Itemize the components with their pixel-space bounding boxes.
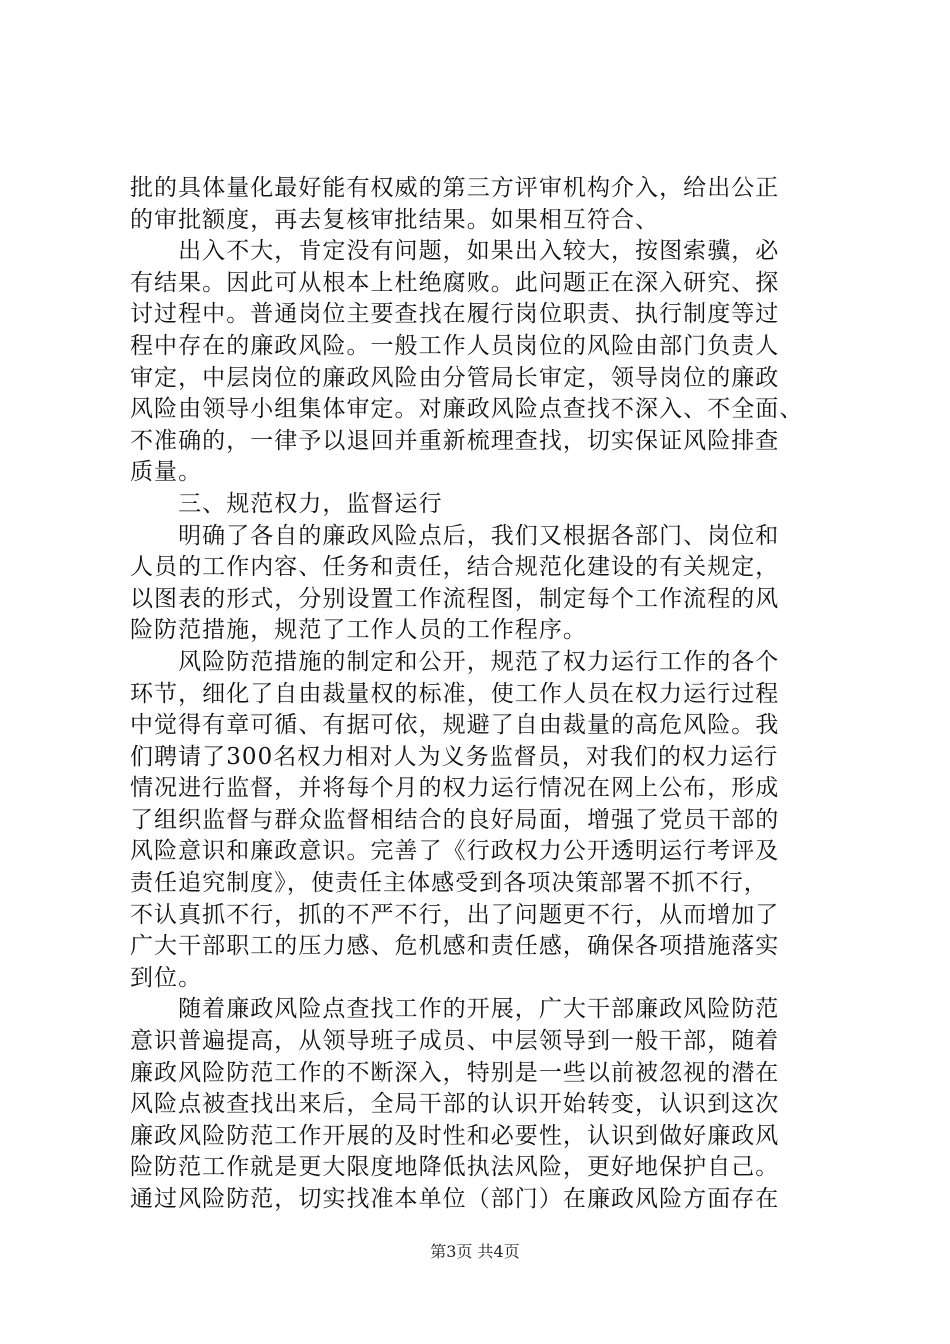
text-line: 通过风险防范，切实找准本单位（部门）在廉政风险方面存在 <box>130 1186 780 1212</box>
section-heading: 三、规范权力，监督运行 <box>130 490 443 517</box>
text-line: 不认真抓不行，抓的不严不行，出了问题更不行，从而增加了 <box>130 901 780 928</box>
text-line: 质量。 <box>130 459 203 486</box>
text-line: 不准确的，一律予以退回并重新梳理查找，切实保证风险排查 <box>130 427 780 454</box>
text-line: 程中存在的廉政风险。一般工作人员岗位的风险由部门负责人 <box>130 332 780 359</box>
text-line: 意识普遍提高，从领导班子成员、中层领导到一般干部，随着 <box>130 1028 780 1055</box>
text-line: 人员的工作内容、任务和责任，结合规范化建设的有关规定， <box>130 554 780 581</box>
text-line: 有结果。因此可从根本上杜绝腐败。此问题正在深入研究、探 <box>130 269 780 296</box>
text-line: 广大干部职工的压力感、危机感和责任感，确保各项措施落实 <box>130 933 780 960</box>
text-line: 们聘请了300名权力相对人为义务监督员，对我们的权力运行 <box>130 743 779 770</box>
text-line: 批的具体量化最好能有权威的第三方评审机构介入，给出公正 <box>130 175 780 201</box>
text-line: 以图表的形式，分别设置工作流程图，制定每个工作流程的风 <box>130 585 780 612</box>
text-line: 风险由领导小组集体审定。对廉政风险点查找不深入、不全面、 <box>130 396 804 423</box>
text-line: 了组织监督与群众监督相结合的良好局面，增强了党员干部的 <box>130 806 780 833</box>
text-line: 风险防范措施的制定和公开，规范了权力运行工作的各个 <box>130 648 780 675</box>
text-line: 环节，细化了自由裁量权的标准，使工作人员在权力运行过程 <box>130 680 780 707</box>
text-line: 险防范措施，规范了工作人员的工作程序。 <box>130 617 587 644</box>
text-line: 出入不大，肯定没有问题，如果出入较大，按图索骥，必 <box>130 238 780 265</box>
text-line: 廉政风险防范工作开展的及时性和必要性，认识到做好廉政风 <box>130 1122 780 1149</box>
page-number-footer: 第3页 共4页 <box>430 1242 520 1261</box>
text-line: 明确了各自的廉政风险点后，我们又根据各部门、岗位和 <box>130 522 780 549</box>
text-line: 讨过程中。普通岗位主要查找在履行岗位职责、执行制度等过 <box>130 301 780 328</box>
text-line: 风险意识和廉政意识。完善了《行政权力公开透明运行考评及 <box>130 838 780 865</box>
text-line: 到位。 <box>130 964 203 991</box>
text-line: 风险点被查找出来后，全局干部的认识开始转变，认识到这次 <box>130 1091 780 1118</box>
text-line: 廉政风险防范工作的不断深入，特别是一些以前被忽视的潜在 <box>130 1059 780 1086</box>
text-line: 审定，中层岗位的廉政风险由分管局长审定，领导岗位的廉政 <box>130 364 780 391</box>
text-line: 险防范工作就是更大限度地降低执法风险，更好地保护自己。 <box>130 1154 780 1181</box>
text-line: 情况进行监督，并将每个月的权力运行情况在网上公布，形成 <box>130 775 780 802</box>
document-body <box>130 173 830 1216</box>
text-line: 的审批额度，再去复核审批结果。如果相互符合、 <box>130 206 660 233</box>
text-line: 随着廉政风险点查找工作的开展，广大干部廉政风险防范 <box>130 996 780 1023</box>
text-line: 责任追究制度》，使责任主体感受到各项决策部署不抓不行， <box>130 870 768 897</box>
text-line: 中觉得有章可循、有据可依，规避了自由裁量的高危风险。我 <box>130 712 780 739</box>
